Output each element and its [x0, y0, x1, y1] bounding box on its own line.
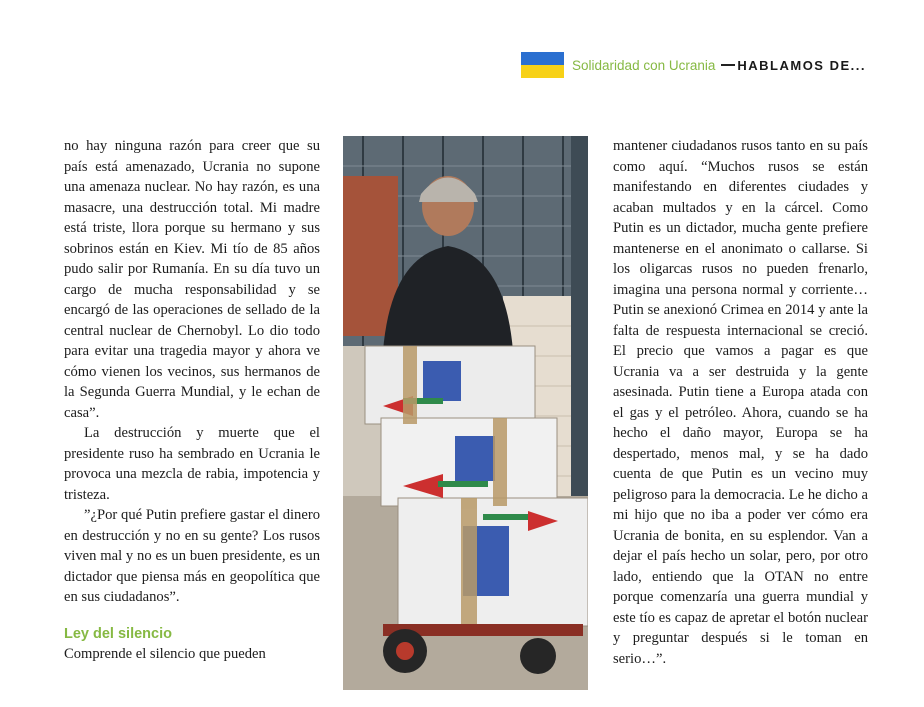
paragraph: ”¿Por qué Putin prefiere gastar el dinero en destrucción y no en su gente? Los rusos viven mal y no es un buen presidente, es un dictador que piensa más en geopolítica que en sus ciudadanos”.: [64, 507, 320, 605]
article-photo: [343, 136, 588, 690]
paragraph: Comprende el silencio que pueden: [64, 645, 266, 662]
photo-illustration: [343, 136, 588, 690]
text-column-left: [64, 136, 320, 664]
paragraph: La destrucción y muerte que el presidente ruso ha sembrado en Ucrania le provoca una mezcla de rabia, impotencia y tristeza.: [64, 425, 320, 503]
header-dash: [721, 64, 735, 66]
text-column-right: [613, 136, 868, 669]
section-kicker: HABLAMOS DE...: [737, 57, 866, 73]
ukraine-flag-icon: [521, 52, 564, 78]
paragraph: no hay ninguna razón para creer que su país está amenazado, Ucrania no supone una amenaza nuclear. No hay razón, es una masacre, una destrucción total. Mi madre está triste, llora porque su hermano y sus sobrinos están en Kiev. Mi tío de 85 años pudo salir por Rumanía. En su día tuvo un cargo de mucha responsabilidad y se encargó de las operaciones de sellado de la central nuclear de Chernobyl. Lo dio todo para evitar una tragedia mayor y ahora ve cómo vienen los vecinos, sus hermanos de la Segunda Guerra Mundial, y le echan de casa”.: [64, 138, 320, 421]
subheading: Ley del silencio: [64, 625, 172, 642]
section-title: Solidaridad con Ucrania: [572, 57, 716, 73]
page-header: [521, 52, 866, 78]
paragraph: mantener ciudadanos rusos tanto en su país como aquí. “Muchos rusos se están manifestando en diferentes ciudades y acaban multados y en la cárcel. Como Putin es un dictador, mucha gente prefiere mantenerse en el anonimato o callarse. Si los oligarcas rusos no pueden frenarlo, imagina una persona normal y corriente… Putin se anexionó Crimea en 2014 y ante la falta de respuesta internacional se creció. El precio que vamos a pagar es que Ucrania va a ser destruida y la gente asesinada. Putin tiene a Europa atada con el gas y el petróleo. Ahora, cuando se ha hecho el daño mayor, Europa se ha despertado, menos mal, y se ha dado cuenta de que Putin es un vecino muy peligroso para la democracia. Le he dicho a mi hijo que no iba a poder ver cómo era Ucrania de bonita, en su esplendor. Van a dejar el país hecho un solar, pero, por otro lado, entiendo que la OTAN no entre porque comenzaría una guerra mundial y este tío es capaz de apretar el botón nuclear y preguntar después si le toman en serio…”.: [613, 138, 868, 667]
